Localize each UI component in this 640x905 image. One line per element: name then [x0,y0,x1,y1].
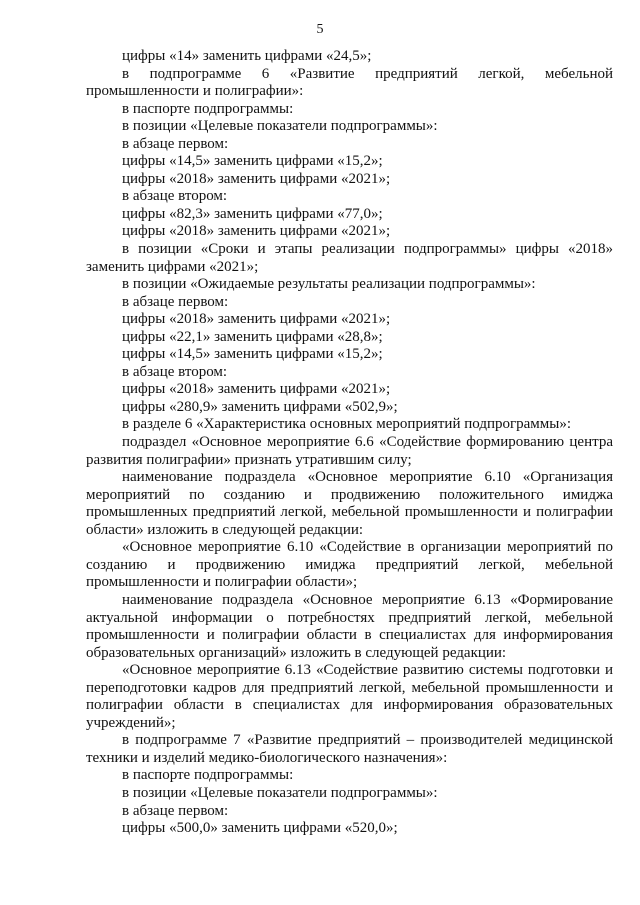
paragraph: в позиции «Сроки и этапы реализации подпрограммы» цифры «2018» заменить цифрами «2021»; [86,241,613,275]
paragraph: цифры «14» заменить цифрами «24,5»; [122,48,372,64]
paragraph: в абзаце первом: [122,135,229,152]
paragraph: «Основное мероприятие 6.10 «Содействие в организации мероприятий по созданию и продвижению имиджа предприятий легкой, мебельной промышленности и полиграфии области»; [86,539,613,591]
paragraph: цифры «2018» заменить цифрами «2021»; [122,223,391,240]
paragraph: в абзаце втором: [122,188,228,205]
paragraph: в абзаце втором: [122,363,228,380]
paragraph: наименование подраздела «Основное мероприятие 6.10 «Организация мероприятий по созданию и продвижению положительного имиджа промышленных предприятий легкой, мебельной промышленности и полиграфии области» изложить в следующей редакции: [86,469,613,538]
document-body [86,48,613,838]
paragraph: цифры «2018» заменить цифрами «2021»; [122,311,391,328]
paragraph: цифры «14,5» заменить цифрами «15,2»; [122,153,383,170]
paragraph: цифры «82,3» заменить цифрами «77,0»; [122,205,383,222]
paragraph: цифры «22,1» заменить цифрами «28,8»; [122,328,383,345]
page-number: 5 [316,22,324,37]
paragraph: наименование подраздела «Основное мероприятие 6.13 «Формирование актуальной информации о потребностях предприятий легкой, мебельной промышленности и полиграфии области в специалистах для информирования образовательных организаций» изложить в следующей редакции: [86,591,613,661]
paragraph: цифры «14,5» заменить цифрами «15,2»; [122,346,383,363]
paragraph: в паспорте подпрограммы: [122,100,294,117]
paragraph: цифры «500,0» заменить цифрами «520,0»; [122,820,398,837]
paragraph: в позиции «Ожидаемые результаты реализации подпрограммы»: [122,276,536,293]
paragraph: цифры «2018» заменить цифрами «2021»; [122,381,391,398]
paragraph: в абзаце первом: [122,293,229,310]
paragraph: «Основное мероприятие 6.13 «Содействие развитию системы подготовки и переподготовки кадров для предприятий легкой, мебельной промышленности и полиграфии области в специалистах для информирования образовательных учреждений»; [86,662,613,731]
paragraph: цифры «2018» заменить цифрами «2021»; [122,170,391,187]
paragraph: в подпрограмме 6 «Развитие предприятий легкой, мебельной промышленности и полиграфии»: [86,65,613,100]
paragraph: подраздел «Основное мероприятие 6.6 «Содействие формированию центра развития полиграфии» признать утратившим силу; [86,434,613,468]
paragraph: в позиции «Целевые показатели подпрограммы»: [122,118,438,135]
paragraph: цифры «280,9» заменить цифрами «502,9»; [122,398,398,415]
paragraph: в абзаце первом: [122,802,229,819]
paragraph: в разделе 6 «Характеристика основных мероприятий подпрограммы»: [122,416,572,433]
paragraph: в паспорте подпрограммы: [122,767,294,784]
paragraph: в подпрограмме 7 «Развитие предприятий – производителей медицинской техники и изделий медико-биологического назначения»: [86,732,613,766]
paragraph: в позиции «Целевые показатели подпрограммы»: [122,784,438,801]
